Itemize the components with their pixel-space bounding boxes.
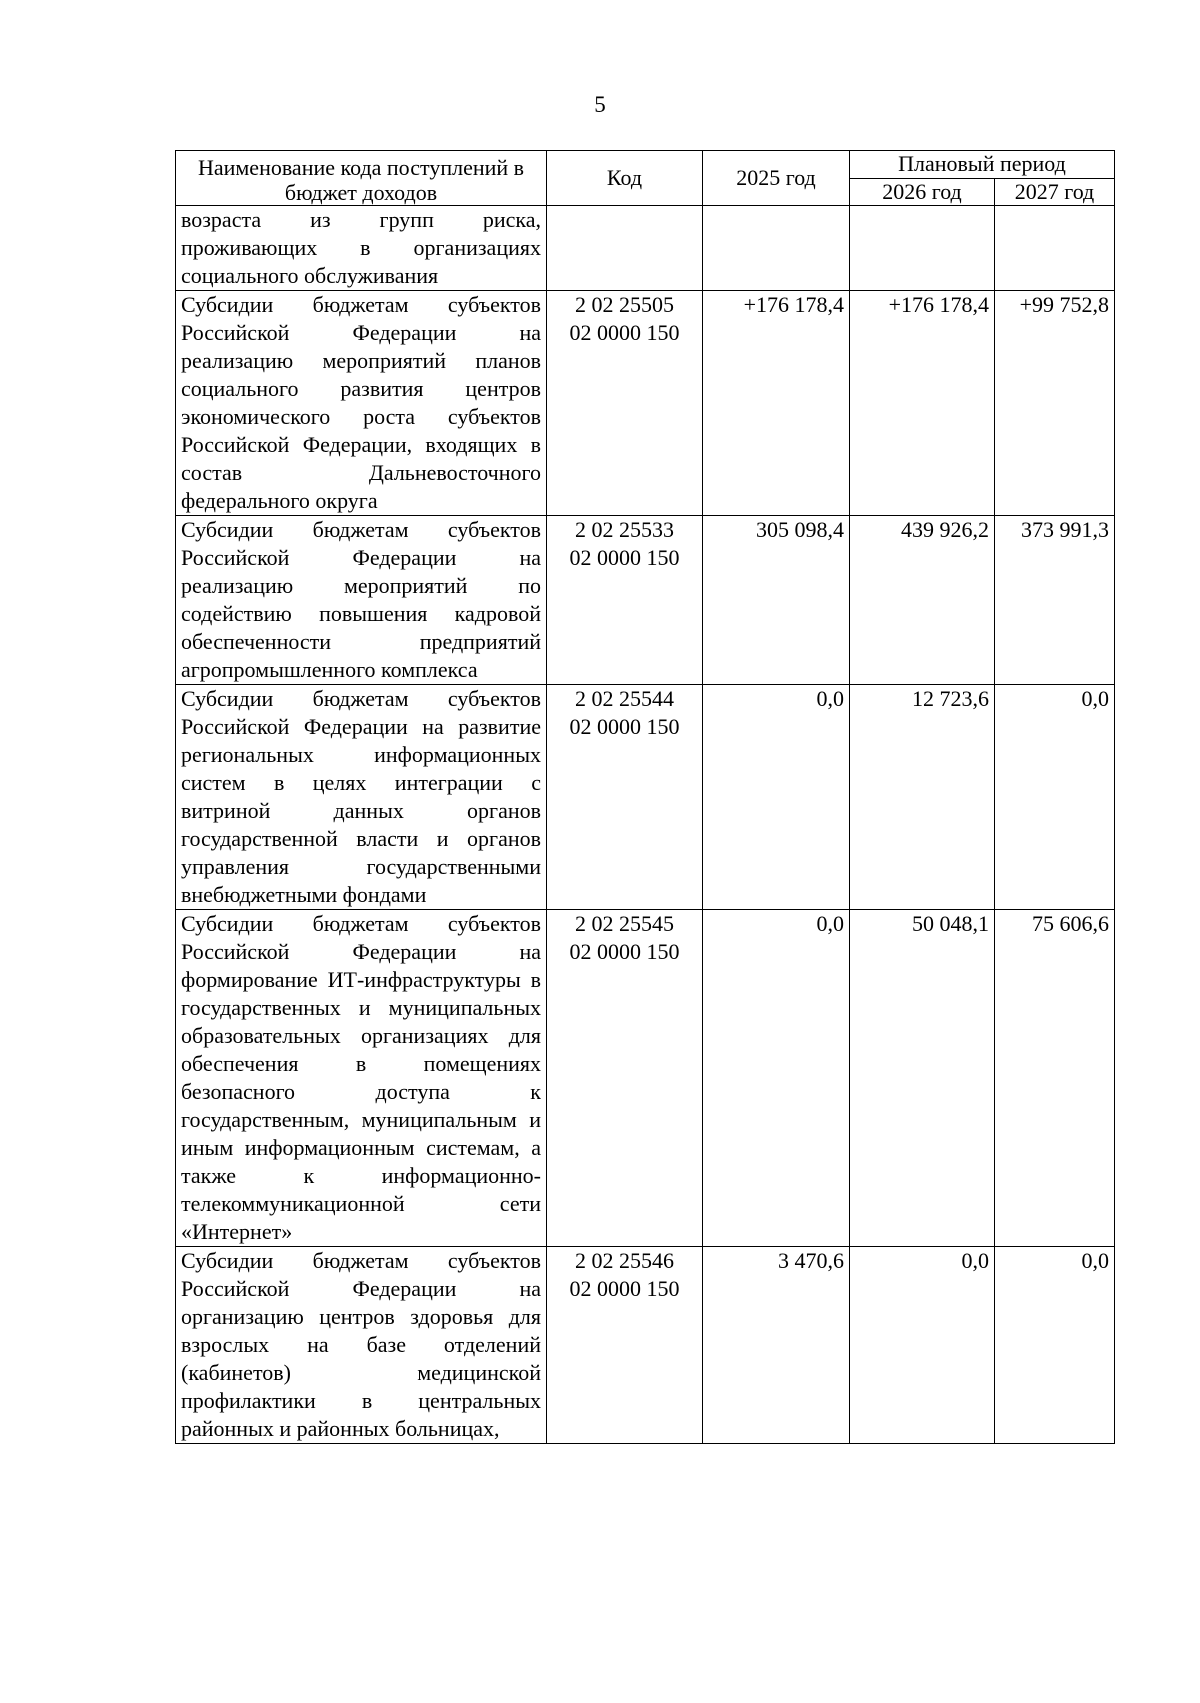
row-name: Субсидии бюджетам субъектов Российской Федерации на организацию центров здоровья для взрослых на базе отделений (кабинетов) медицинской профилактики в центральных районных и районных больницах, bbox=[176, 1247, 547, 1444]
header-2027: 2027 год bbox=[995, 178, 1115, 206]
row-code-line1: 2 02 25546 bbox=[575, 1248, 674, 1273]
row-code-line2: 02 0000 150 bbox=[569, 939, 680, 964]
row-value-2027: 75 606,6 bbox=[995, 910, 1115, 1247]
row-value-2025: +176 178,4 bbox=[703, 291, 850, 516]
row-code bbox=[547, 516, 703, 685]
row-code bbox=[547, 910, 703, 1247]
row-value-2025: 3 470,6 bbox=[703, 1247, 850, 1444]
row-code-line1: 2 02 25533 bbox=[575, 517, 674, 542]
row-name: Субсидии бюджетам субъектов Российской Федерации на реализацию мероприятий по содействию повышения кадровой обеспеченности предприятий агропромышленного комплекса bbox=[176, 516, 547, 685]
row-code bbox=[547, 1247, 703, 1444]
row-value-2027: 0,0 bbox=[995, 685, 1115, 910]
row-code-line2: 02 0000 150 bbox=[569, 1276, 680, 1301]
row-value-2027 bbox=[995, 206, 1115, 291]
row-code bbox=[547, 206, 703, 291]
table-row bbox=[176, 685, 1115, 910]
header-planned-period: Плановый период bbox=[850, 151, 1115, 179]
table-row bbox=[176, 910, 1115, 1247]
row-value-2026: 0,0 bbox=[850, 1247, 995, 1444]
row-code-line1: 2 02 25544 bbox=[575, 686, 674, 711]
row-code-line1: 2 02 25545 bbox=[575, 911, 674, 936]
row-value-2027: 373 991,3 bbox=[995, 516, 1115, 685]
row-code-line2: 02 0000 150 bbox=[569, 545, 680, 570]
row-value-2025: 305 098,4 bbox=[703, 516, 850, 685]
row-code bbox=[547, 685, 703, 910]
header-code: Код bbox=[547, 151, 703, 206]
row-name: Субсидии бюджетам субъектов Российской Федерации на реализацию мероприятий планов социального развития центров экономического роста субъектов Российской Федерации, входящих в состав Дальневосточного федерального округа bbox=[176, 291, 547, 516]
row-code-line1: 2 02 25505 bbox=[575, 292, 674, 317]
row-code bbox=[547, 291, 703, 516]
table-row bbox=[176, 1247, 1115, 1444]
row-value-2025: 0,0 bbox=[703, 910, 850, 1247]
row-value-2027: 0,0 bbox=[995, 1247, 1115, 1444]
row-value-2025: 0,0 bbox=[703, 685, 850, 910]
row-code-line2: 02 0000 150 bbox=[569, 320, 680, 345]
table-row bbox=[176, 206, 1115, 291]
row-value-2026: 439 926,2 bbox=[850, 516, 995, 685]
row-value-2025 bbox=[703, 206, 850, 291]
header-2025: 2025 год bbox=[703, 151, 850, 206]
header-2026: 2026 год bbox=[850, 178, 995, 206]
header-name: Наименование кода поступлений в бюджет доходов bbox=[176, 151, 547, 206]
row-name: возраста из групп риска, проживающих в организациях социального обслуживания bbox=[176, 206, 547, 291]
table-row bbox=[176, 291, 1115, 516]
revenue-table bbox=[175, 150, 1115, 1444]
row-value-2026: 12 723,6 bbox=[850, 685, 995, 910]
row-value-2026 bbox=[850, 206, 995, 291]
row-name: Субсидии бюджетам субъектов Российской Федерации на формирование ИТ-инфраструктуры в государственных и муниципальных образовательных организациях для обеспечения в помещениях безопасного доступа к государственным, муниципальным и иным информационным системам, а также к информационно-телекоммуникационной сети «Интернет» bbox=[176, 910, 547, 1247]
row-code-line2: 02 0000 150 bbox=[569, 714, 680, 739]
row-name: Субсидии бюджетам субъектов Российской Федерации на развитие региональных информационных систем в целях интеграции с витриной данных органов государственной власти и органов управления государственными внебюджетными фондами bbox=[176, 685, 547, 910]
row-value-2026: +176 178,4 bbox=[850, 291, 995, 516]
row-value-2027: +99 752,8 bbox=[995, 291, 1115, 516]
table-row bbox=[176, 516, 1115, 685]
row-value-2026: 50 048,1 bbox=[850, 910, 995, 1247]
page-number: 5 bbox=[594, 92, 606, 117]
